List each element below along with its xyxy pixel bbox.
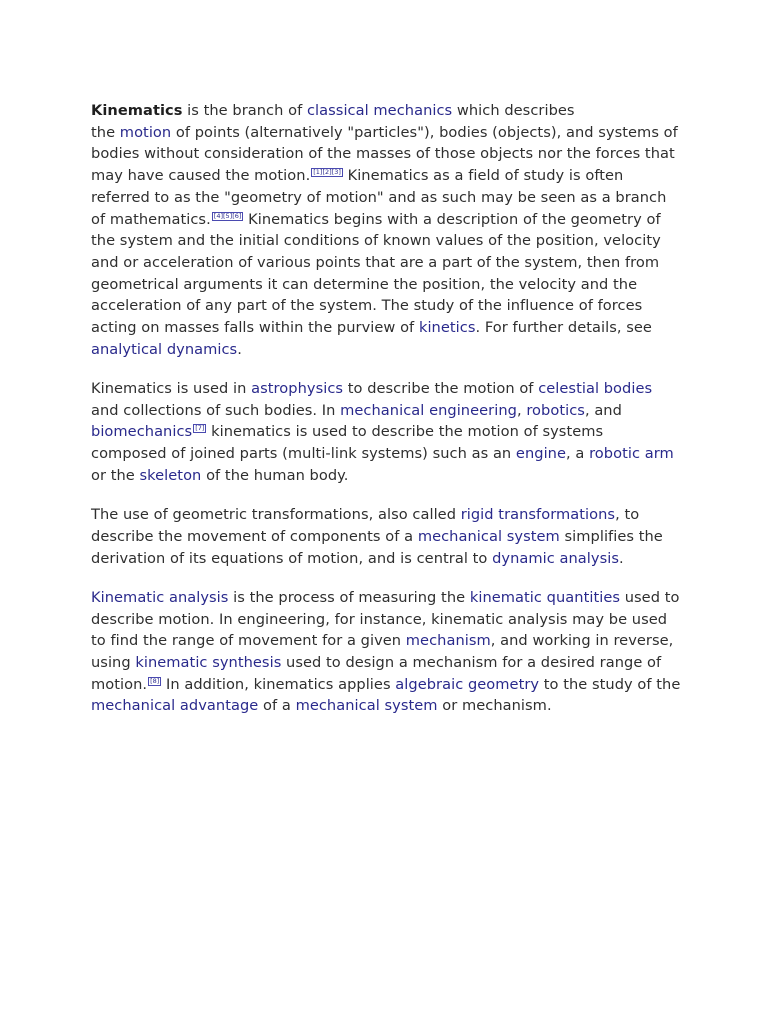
text: used to describe motion. In engineering, for instance, kinematic analysis may be used to find the range of movement for a given: [91, 588, 680, 650]
text: of a: [258, 697, 296, 715]
link-mechanism[interactable]: mechanism: [405, 632, 491, 650]
paragraph-3: [91, 504, 681, 569]
text: or the: [91, 466, 140, 484]
text: and collections of such bodies. In: [91, 401, 341, 419]
text: kinematics is used to describe the motion of systems composed of joined parts (multi-link systems) such as an: [91, 423, 604, 463]
text: which describes: [452, 102, 575, 119]
link-algebraic-geometry[interactable]: algebraic geometry: [395, 675, 540, 693]
link-mechanical-advantage[interactable]: mechanical advantage: [91, 697, 259, 715]
link-mechanical-engineering[interactable]: mechanical engineering: [340, 401, 517, 419]
link-rigid-transformations[interactable]: rigid transformations: [460, 506, 616, 524]
citation-1-2-3[interactable]: [1][2][3]: [313, 168, 341, 177]
term-kinematics: Kinematics: [91, 102, 183, 119]
link-robotics[interactable]: robotics: [526, 401, 585, 419]
text: of points (alternatively "particles"), bodies (objects), and systems of bodies without consideration of the masses of those objects nor the forces that may have caused the motion.: [91, 123, 678, 185]
link-robotic-arm[interactable]: robotic arm: [589, 445, 674, 463]
citation-7[interactable]: [7]: [195, 424, 205, 433]
text: , to describe the movement of components of a: [91, 506, 640, 545]
text: used to design a mechanism for a desired range of motion.: [91, 653, 662, 693]
text: to describe the motion of: [343, 380, 539, 398]
text: Kinematics begins with a description of the geometry of the system and the initial conditions of known values of the position, velocity and or acceleration of various points that are a part of the system, then from geometrical arguments it can determine the position, the velocity and the acceleration of any part of the system. The study of the influence of forces acting on masses falls within the purview of: [91, 210, 661, 337]
text: , a: [566, 445, 590, 463]
link-classical-mechanics[interactable]: classical mechanics: [306, 102, 453, 119]
link-dynamic-analysis[interactable]: dynamic analysis: [492, 549, 619, 567]
text: the: [91, 123, 120, 141]
link-analytical-dynamics[interactable]: analytical dynamics: [91, 340, 238, 358]
text: .: [618, 549, 624, 567]
text: or mechanism.: [437, 697, 552, 715]
text: of the human body.: [201, 466, 349, 484]
link-kinematic-analysis[interactable]: Kinematic analysis: [91, 588, 229, 606]
paragraph-1: [91, 100, 681, 360]
text: . For further details, see: [475, 319, 652, 337]
link-engine[interactable]: engine: [515, 445, 566, 463]
text: ,: [516, 401, 527, 419]
text: is the branch of: [182, 102, 307, 119]
text: In addition, kinematics applies: [161, 675, 396, 693]
link-biomechanics[interactable]: biomechanics: [91, 423, 193, 441]
article-body: [91, 100, 681, 735]
link-astrophysics[interactable]: astrophysics: [251, 380, 344, 398]
link-motion[interactable]: motion: [119, 123, 172, 141]
text: simplifies the derivation of its equations of motion, and is central to: [91, 527, 663, 567]
citation-4-5-6[interactable]: [4][5][6]: [213, 211, 242, 220]
text: Kinematics as a field of study is often referred to as the "geometry of motion" and as such may be seen as a branch of mathematics.: [91, 167, 667, 228]
text: , and working in reverse, using: [91, 632, 674, 671]
text: is the process of measuring the: [228, 588, 470, 606]
paragraph-2: [91, 378, 681, 487]
text: Kinematics is used in: [91, 380, 252, 398]
text: The use of geometric transformations, also called: [91, 506, 461, 524]
text: , and: [584, 401, 622, 419]
link-mechanical-system-2[interactable]: mechanical system: [295, 697, 438, 715]
link-mechanical-system[interactable]: mechanical system: [417, 527, 560, 545]
paragraph-4: [91, 587, 681, 717]
citation-8[interactable]: [8]: [150, 676, 160, 685]
link-kinetics[interactable]: kinetics: [418, 319, 476, 337]
link-kinematic-quantities[interactable]: kinematic quantities: [469, 588, 621, 606]
link-kinematic-synthesis[interactable]: kinematic synthesis: [135, 653, 282, 671]
link-skeleton[interactable]: skeleton: [139, 466, 202, 484]
text: to the study of the: [539, 675, 681, 693]
text: .: [237, 340, 242, 358]
link-celestial-bodies[interactable]: celestial bodies: [538, 380, 653, 398]
